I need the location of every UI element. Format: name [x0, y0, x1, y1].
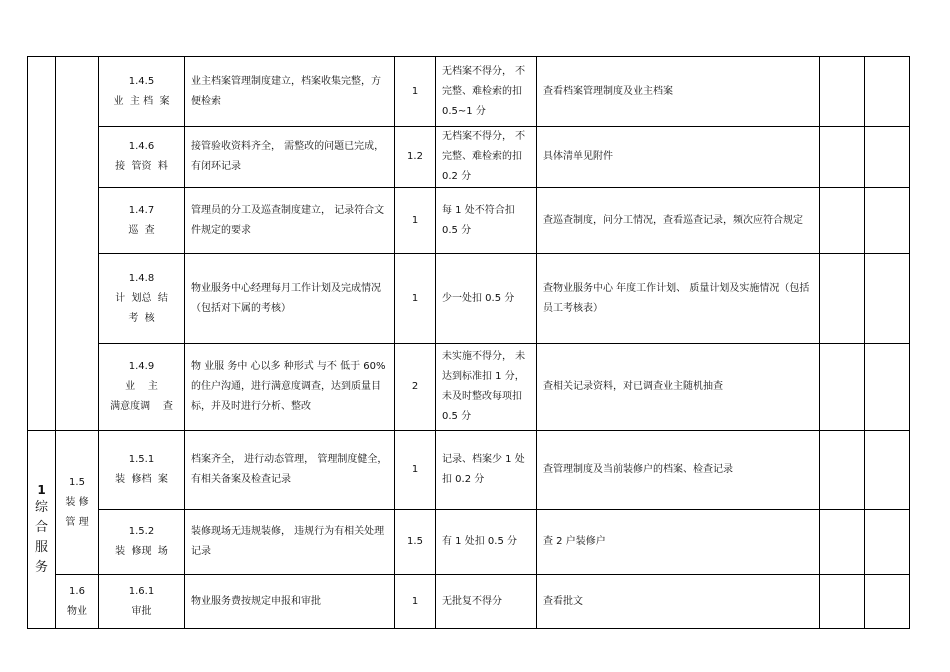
- item-cell: [99, 57, 185, 127]
- item-code: 1.4.6: [128, 141, 155, 152]
- item-code: 1.4.8: [128, 272, 155, 284]
- item-cell: [99, 127, 185, 188]
- item-code: 1.5.1: [128, 454, 155, 465]
- item-name: 计 划总 结 考 核: [115, 292, 168, 324]
- item-cell: [99, 575, 185, 629]
- item-name: 业 主 满意度调 查: [110, 381, 173, 412]
- blank-cell: [865, 57, 910, 127]
- blank-cell: [820, 188, 865, 254]
- category-cell: [28, 431, 56, 629]
- item-code: 1.4.9: [128, 361, 155, 372]
- table-row: [28, 344, 910, 431]
- blank-cell: [865, 188, 910, 254]
- item-cell: [99, 344, 185, 431]
- score-value: 1.2: [395, 127, 436, 188]
- standard-content: 装修现场无违规装修， 违规行为有相关处理记录: [185, 510, 395, 575]
- score-value: 2: [395, 344, 436, 431]
- item-name: 接 管资 料: [115, 161, 168, 172]
- check-method: 具体清单见附件: [537, 127, 820, 188]
- assessment-table: [27, 56, 910, 629]
- check-method: 查看批文: [537, 575, 820, 629]
- blank-cell: [820, 510, 865, 575]
- item-code: 1.6.1: [128, 585, 155, 597]
- standard-content: 接管验收资料齐全， 需整改的问题已完成，有闭环记录: [185, 127, 395, 188]
- item-name: 审批: [131, 605, 152, 617]
- subcategory-code: 1.6: [69, 585, 85, 597]
- item-cell: [99, 188, 185, 254]
- item-code: 1.4.5: [128, 75, 155, 87]
- table-row: [28, 188, 910, 254]
- subcategory-cell: [56, 431, 99, 575]
- item-name: 巡 查: [128, 224, 155, 236]
- score-value: 1: [395, 431, 436, 510]
- blank-cell: [820, 57, 865, 127]
- table-row: [28, 254, 910, 344]
- blank-cell: [865, 510, 910, 575]
- category-cell-blank: [28, 57, 56, 431]
- deduction-rule: 每 1 处不符合扣 0.5 分: [436, 188, 537, 254]
- category-name-char: 务: [34, 559, 48, 575]
- subcategory-name: 物业: [67, 605, 87, 617]
- blank-cell: [865, 127, 910, 188]
- table-row: [28, 510, 910, 575]
- subcategory-cell: [56, 575, 99, 629]
- deduction-rule: 未实施不得分， 未达到标准扣 1 分，未及时整改每项扣 0.5 分: [436, 344, 537, 431]
- item-name: 装 修档 案: [115, 474, 168, 485]
- deduction-rule: 无档案不得分， 不完整、难检索的扣 0.2 分: [436, 127, 537, 188]
- item-cell: [99, 431, 185, 510]
- blank-cell: [865, 344, 910, 431]
- standard-content: 档案齐全， 进行动态管理， 管理制度健全，有相关备案及检查记录: [185, 431, 395, 510]
- check-method: 查 2 户装修户: [537, 510, 820, 575]
- item-name: 业 主 档 案: [113, 95, 170, 107]
- blank-cell: [865, 254, 910, 344]
- category-name-char: 合: [34, 519, 48, 535]
- blank-cell: [865, 575, 910, 629]
- score-value: 1: [395, 254, 436, 344]
- standard-content: 业主档案管理制度建立，档案收集完整，方便检索: [185, 57, 395, 127]
- table-row: [28, 431, 910, 510]
- blank-cell: [865, 431, 910, 510]
- table-row: [28, 57, 910, 127]
- category-number: 1: [37, 482, 46, 497]
- subcategory-name: 装 修 管 理: [65, 496, 89, 528]
- item-cell: [99, 254, 185, 344]
- score-value: 1: [395, 57, 436, 127]
- check-method: 查看档案管理制度及业主档案: [537, 57, 820, 127]
- deduction-rule: 少一处扣 0.5 分: [436, 254, 537, 344]
- category-name-char: 综: [34, 499, 48, 515]
- score-value: 1.5: [395, 510, 436, 575]
- category-name-char: 服: [34, 539, 48, 555]
- table-row: [28, 575, 910, 629]
- check-method: 查相关记录资料，对已调查业主随机抽查: [537, 344, 820, 431]
- check-method: 查管理制度及当前装修户的档案、检查记录: [537, 431, 820, 510]
- deduction-rule: 无档案不得分， 不完整、难检索的扣 0.5~1 分: [436, 57, 537, 127]
- item-cell: [99, 510, 185, 575]
- standard-content: 物业服务中心经理每月工作计划及完成情况（包括对下属的考核）: [185, 254, 395, 344]
- deduction-rule: 记录、档案少 1 处扣 0.2 分: [436, 431, 537, 510]
- deduction-rule: 无批复不得分: [436, 575, 537, 629]
- deduction-rule: 有 1 处扣 0.5 分: [436, 510, 537, 575]
- blank-cell: [820, 344, 865, 431]
- standard-content: 管理员的分工及巡查制度建立， 记录符合文件规定的要求: [185, 188, 395, 254]
- standard-content: 物业服务费按规定申报和审批: [185, 575, 395, 629]
- subcategory-cell-blank: [56, 57, 99, 431]
- check-method: 查物业服务中心 年度工作计划、 质量计划及实施情况（包括员工考核表）: [537, 254, 820, 344]
- item-code: 1.5.2: [128, 526, 155, 537]
- item-code: 1.4.7: [128, 204, 155, 216]
- subcategory-code: 1.5: [69, 476, 85, 488]
- blank-cell: [820, 127, 865, 188]
- score-value: 1: [395, 188, 436, 254]
- table-row: [28, 127, 910, 188]
- blank-cell: [820, 575, 865, 629]
- blank-cell: [820, 254, 865, 344]
- standard-content: 物 业服 务中 心以多 种形式 与不 低于 60%的住户沟通，进行满意度调查，达到质量目标，并及时进行分析、整改: [185, 344, 395, 431]
- check-method: 查巡查制度，问分工情况，查看巡查记录，频次应符合规定: [537, 188, 820, 254]
- item-name: 装 修现 场: [115, 546, 168, 557]
- score-value: 1: [395, 575, 436, 629]
- blank-cell: [820, 431, 865, 510]
